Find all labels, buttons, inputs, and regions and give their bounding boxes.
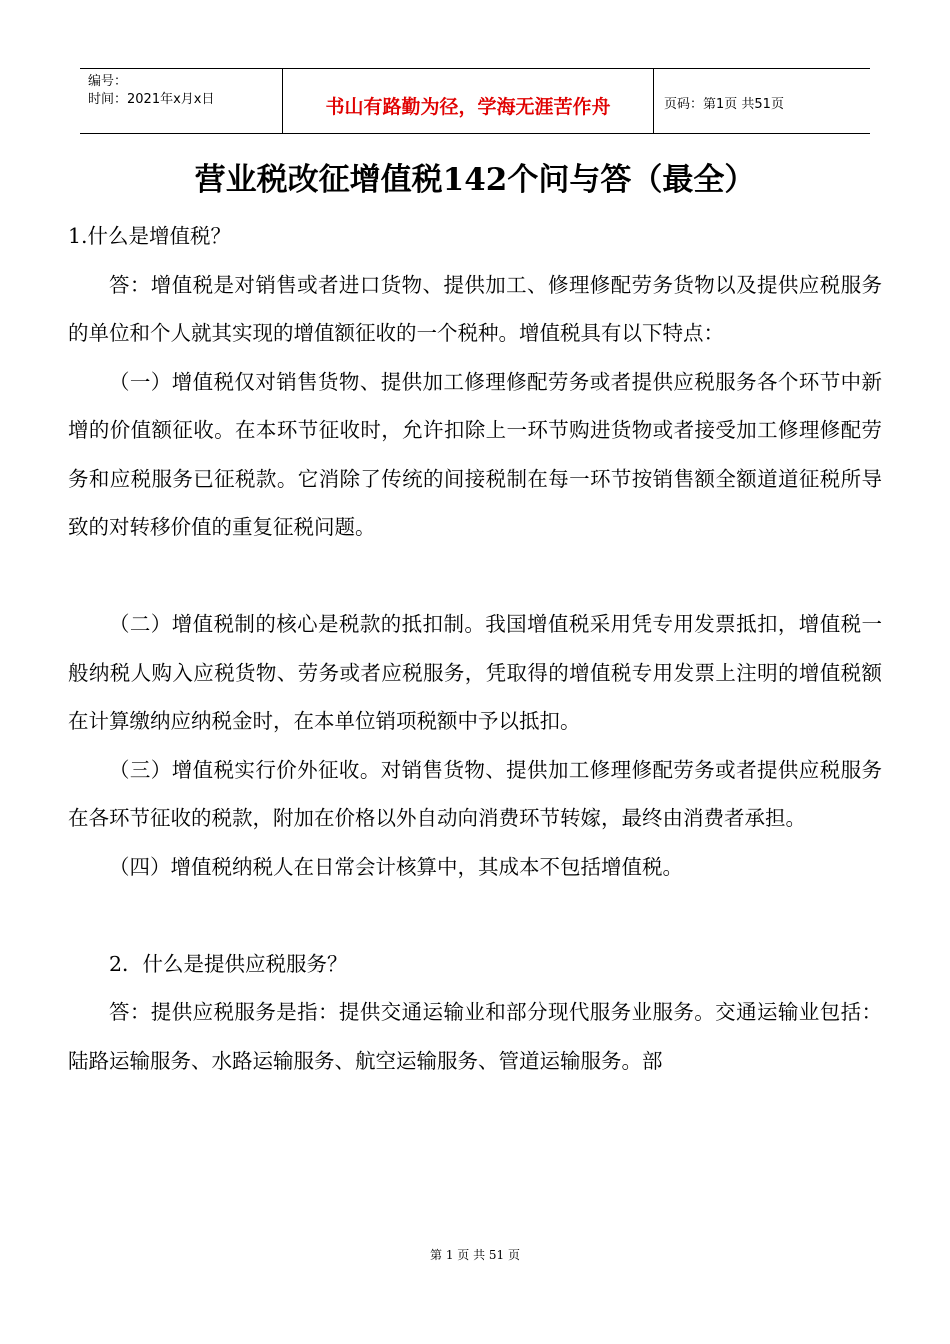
header-motto: 书山有路勤为径，学海无涯苦作舟 — [282, 69, 654, 133]
question-1: 1.什么是增值税？ — [68, 224, 232, 248]
header-meta-cell — [80, 69, 282, 133]
answer-1-point-3: （三）增值税实行价外征收。对销售货物、提供加工修理修配劳务或者提供应税服务在各环节征收的税款，附加在价格以外自动向消费环节转嫁，最终由消费者承担。 — [68, 757, 882, 830]
answer-1-point-2: （二）增值税制的核心是税款的抵扣制。我国增值税采用凭专用发票抵扣，增值税一般纳税人购入应税货物、劳务或者应税服务，凭取得的增值税专用发票上注明的增值税额在计算缴纳应纳税金时，在本单位销项税额中予以抵扣。 — [68, 612, 882, 733]
answer-2: 答：提供应税服务是指：提供交通运输业和部分现代服务业服务。交通运输业包括：陆路运输服务、水路运输服务、航空运输服务、管道运输服务。部 — [68, 1000, 882, 1073]
page-footer: 第 1 页 共 51 页 — [430, 1248, 520, 1262]
time-label: 时间：2021年x月x日 — [88, 92, 215, 107]
header-page-info: 页码：第1页 共51页 — [664, 97, 784, 112]
paragraph-gap — [68, 891, 882, 940]
question-2: 2．什么是提供应税服务？ — [109, 951, 348, 976]
serial-label: 编号： — [88, 74, 128, 89]
answer-1-intro: 答：增值税是对销售或者进口货物、提供加工、修理修配劳务货物以及提供应税服务的单位和个人就其实现的增值额征收的一个税种。增值税具有以下特点： — [68, 272, 882, 345]
answer-1-point-4: （四）增值税纳税人在日常会计核算中，其成本不包括增值税。 — [109, 854, 683, 879]
document-title: 营业税改征增值税142个问与答（最全） — [194, 162, 756, 198]
header-table — [80, 68, 870, 134]
paragraph-gap — [68, 552, 882, 601]
document-body — [68, 212, 882, 1085]
answer-1-point-1: （一）增值税仅对销售货物、提供加工修理修配劳务或者提供应税服务各个环节中新增的价值额征收。在本环节征收时，允许扣除上一环节购进货物或者接受加工修理修配劳务和应税服务已征税款。它消除了传统的间接税制在每一环节按销售额全额道道征税所导致的对转移价值的重复征税问题。 — [68, 369, 882, 539]
